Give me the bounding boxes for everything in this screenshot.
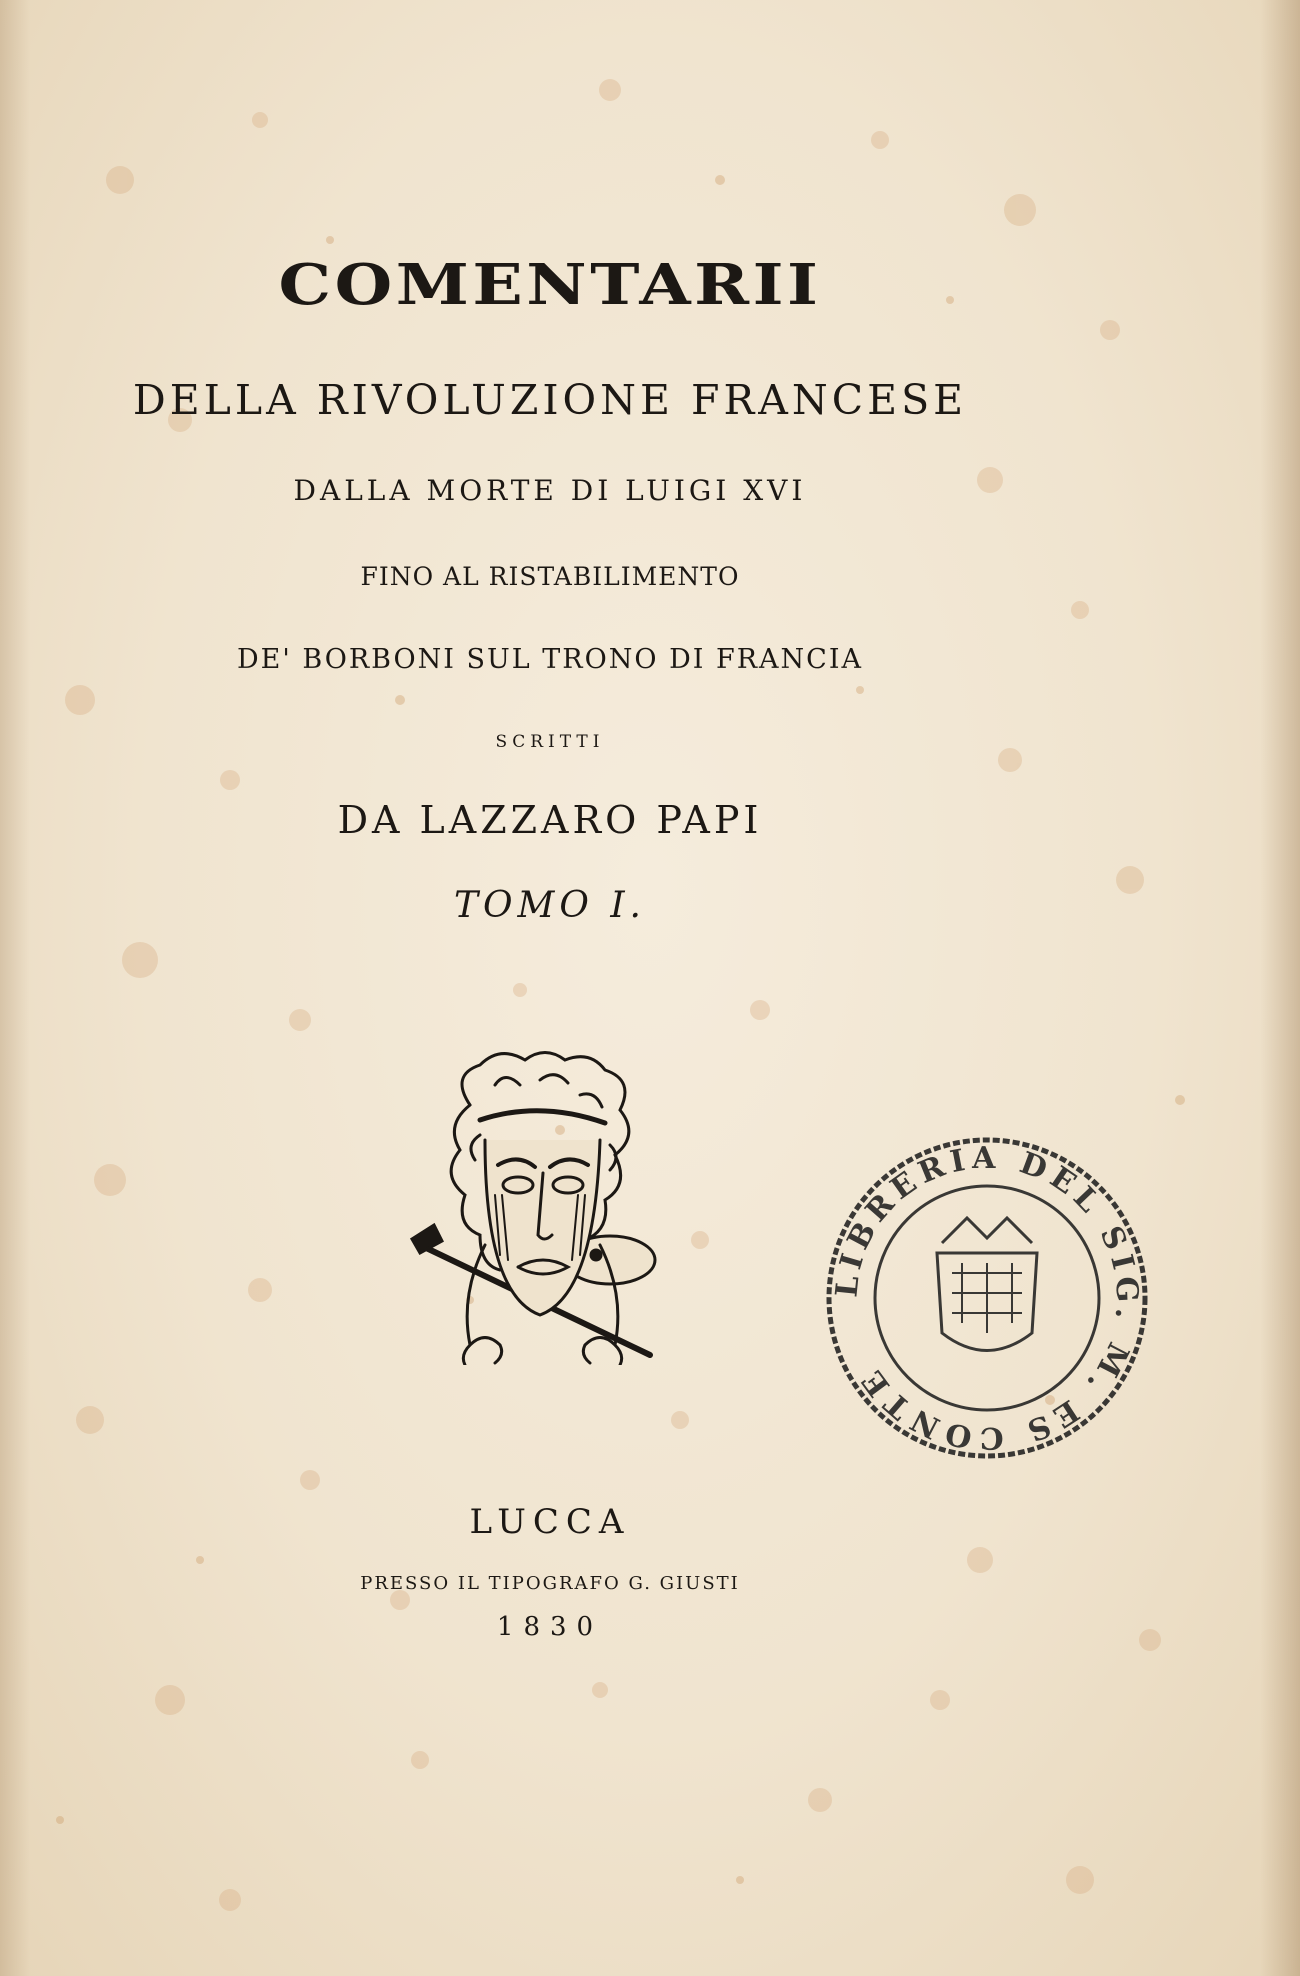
subtitle-line-2: DALLA MORTE DI LUIGI XVI: [293, 474, 807, 507]
written-by-label: SCRITTI: [495, 732, 605, 752]
library-stamp-icon: [822, 1133, 1152, 1463]
page-right-shadow: [1260, 0, 1300, 1976]
mask-vignette-icon: [400, 1045, 680, 1365]
imprint-printer: PRESSO IL TIPOGRAFO G. GIUSTI: [360, 1573, 740, 1594]
stamp-text: LIBRERIA DEL SIG. M. ES CONTE: [829, 1140, 1145, 1456]
subtitle-line-3: FINO AL RISTABILIMENTO: [360, 562, 740, 591]
subtitle-line-1: DELLA RIVOLUZIONE FRANCESE: [132, 376, 968, 424]
author-name: DA LAZZARO PAPI: [337, 798, 763, 842]
imprint-year: 1830: [496, 1612, 604, 1642]
subtitle-line-4: DE' BORBONI SUL TRONO DI FRANCIA: [236, 644, 863, 675]
imprint-city: LUCCA: [469, 1502, 631, 1542]
volume-label: TOMO I.: [453, 885, 646, 926]
book-title: COMENTARII: [278, 252, 822, 318]
